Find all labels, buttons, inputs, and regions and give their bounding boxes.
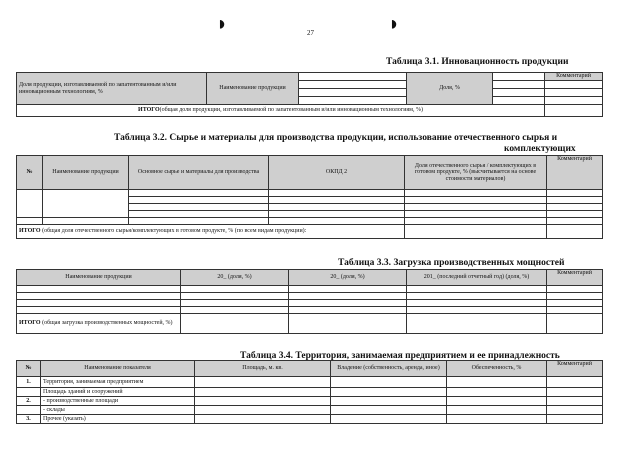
- cell[interactable]: [407, 286, 547, 293]
- cell[interactable]: [547, 307, 603, 314]
- total-label: ИТОГО: [19, 228, 41, 235]
- cell[interactable]: [289, 307, 407, 314]
- row-num: [17, 406, 41, 415]
- col-name-header: Наименование продукции: [17, 270, 181, 286]
- cell[interactable]: [299, 81, 407, 89]
- total-label: ИТОГО: [138, 107, 160, 114]
- cell[interactable]: [405, 197, 547, 204]
- row-name: Прочее (указать): [41, 415, 195, 424]
- total-desc: (общая доля продукции, изготавливаемой по запатентованным и/или инновационным технологиям, %): [159, 107, 423, 114]
- row-name: Площадь зданий и сооружений: [41, 388, 195, 397]
- cell[interactable]: [181, 314, 289, 334]
- cell[interactable]: [129, 197, 269, 204]
- cell[interactable]: [181, 293, 289, 300]
- cell[interactable]: [547, 300, 603, 307]
- comment-header: Комментарий: [545, 73, 603, 81]
- cell[interactable]: [405, 190, 547, 197]
- row-name: - склады: [41, 406, 195, 415]
- cell[interactable]: [547, 197, 603, 204]
- table-3-3: [16, 269, 603, 334]
- col-supply-header: Обеспеченность, %: [447, 361, 547, 377]
- cell[interactable]: [447, 397, 547, 406]
- crescent-mark-right: ◗: [388, 13, 401, 35]
- table-3-4-title: Таблица 3.4. Территория, занимаемая предприятием и ее принадлежность: [240, 351, 560, 361]
- total-comment-cell[interactable]: [545, 105, 603, 117]
- col-raw-header: Основное сырье и материалы для производства: [129, 156, 269, 190]
- cell[interactable]: [547, 293, 603, 300]
- row-num: 3.: [17, 415, 41, 424]
- cell[interactable]: [447, 415, 547, 424]
- row-num: 2.: [17, 397, 41, 406]
- cell[interactable]: [289, 293, 407, 300]
- col-comment-header: Комментарий: [547, 361, 603, 377]
- cell[interactable]: [407, 293, 547, 300]
- share-label-cell: Доля продукции, изготавливаемой по запатентованным и/или инновационным технологиям, %: [17, 73, 207, 105]
- cell[interactable]: [547, 406, 603, 415]
- cell[interactable]: [493, 73, 545, 81]
- table-row: [17, 406, 603, 415]
- cell[interactable]: [545, 89, 603, 97]
- cell[interactable]: [405, 218, 547, 225]
- total-row: [17, 314, 181, 334]
- col-num-header: №: [17, 361, 41, 377]
- col-area-header: Площадь, м. кв.: [195, 361, 331, 377]
- col-year2-header: 20_ (доля, %): [289, 270, 407, 286]
- cell[interactable]: [269, 218, 405, 225]
- cell[interactable]: [195, 388, 331, 397]
- cell[interactable]: [269, 211, 405, 218]
- table-3-2-title-cont: комплектующих: [504, 144, 576, 154]
- col-comment-header: Комментарий: [547, 270, 603, 286]
- cell[interactable]: [289, 300, 407, 307]
- product-name-header: Наименование продукции: [207, 73, 299, 105]
- row-name: - производственные площади: [41, 397, 195, 406]
- total-desc: (общая загрузка производственных мощностей, %): [42, 320, 173, 327]
- cell[interactable]: [547, 314, 603, 334]
- col-okpd-header: ОКПД 2: [269, 156, 405, 190]
- cell[interactable]: [405, 211, 547, 218]
- cell[interactable]: [289, 286, 407, 293]
- page-number: 27: [307, 29, 314, 37]
- cell[interactable]: [547, 211, 603, 218]
- col-owner-header: Владение (собственность, аренда, иное): [331, 361, 447, 377]
- table-3-2: [16, 155, 603, 239]
- cell[interactable]: [43, 218, 129, 225]
- cell[interactable]: [493, 97, 545, 105]
- total-comment-cell[interactable]: [547, 225, 603, 239]
- col-year3-header: 201_ (последний отчетный год) (доля, %): [407, 270, 547, 286]
- cell[interactable]: [547, 190, 603, 197]
- cell[interactable]: [269, 197, 405, 204]
- cell[interactable]: [129, 204, 269, 211]
- cell[interactable]: [447, 377, 547, 388]
- cell[interactable]: [545, 97, 603, 105]
- table-row: [17, 397, 603, 406]
- table-row: [17, 377, 603, 388]
- cell[interactable]: [547, 388, 603, 397]
- share-col-header: Доля, %: [407, 73, 493, 105]
- col-share-header: Доля отечественного сырья / комплектующих в готовом продукте, % (высчитывается на основе стоимости материалов): [405, 156, 547, 190]
- cell[interactable]: [407, 300, 547, 307]
- total-value-cell[interactable]: [405, 225, 547, 239]
- cell[interactable]: [407, 314, 547, 334]
- cell[interactable]: [17, 293, 181, 300]
- col-comment-header: Комментарий: [547, 156, 603, 190]
- cell[interactable]: [181, 300, 289, 307]
- table-3-1: [16, 72, 603, 117]
- cell[interactable]: [447, 406, 547, 415]
- cell[interactable]: [17, 286, 181, 293]
- cell[interactable]: [195, 397, 331, 406]
- cell[interactable]: [331, 388, 447, 397]
- cell[interactable]: [407, 307, 547, 314]
- cell[interactable]: [195, 406, 331, 415]
- cell[interactable]: [129, 190, 269, 197]
- cell[interactable]: [43, 190, 129, 218]
- cell[interactable]: [299, 97, 407, 105]
- col-year1-header: 20_ (доля, %): [181, 270, 289, 286]
- cell[interactable]: [181, 307, 289, 314]
- cell[interactable]: [299, 73, 407, 81]
- row-num: [17, 388, 41, 397]
- table-row: [17, 415, 603, 424]
- cell[interactable]: [545, 81, 603, 89]
- row-name: Территория, занимаемая предприятием: [41, 377, 195, 388]
- cell[interactable]: [547, 377, 603, 388]
- cell[interactable]: [547, 204, 603, 211]
- col-name-header: Наименование показателя: [41, 361, 195, 377]
- cell[interactable]: [195, 377, 331, 388]
- row-num: 1.: [17, 377, 41, 388]
- table-3-1-title: Таблица 3.1. Инновационность продукции: [386, 57, 569, 67]
- total-desc: (общая доля отечественного сырья/комплектующих в готовом продукте, % (по всем видам продукции):: [42, 228, 307, 235]
- cell[interactable]: [547, 218, 603, 225]
- total-row: [17, 105, 545, 117]
- cell[interactable]: [447, 388, 547, 397]
- crescent-mark-left: ◗: [216, 13, 229, 35]
- cell[interactable]: [299, 89, 407, 97]
- col-name-header: Наименование продукции: [43, 156, 129, 190]
- cell[interactable]: [493, 89, 545, 97]
- cell[interactable]: [17, 300, 181, 307]
- cell[interactable]: [17, 218, 43, 225]
- cell[interactable]: [331, 406, 447, 415]
- cell[interactable]: [17, 190, 43, 218]
- cell[interactable]: [547, 415, 603, 424]
- cell[interactable]: [547, 286, 603, 293]
- table-3-2-title: Таблица 3.2. Сырье и материалы для производства продукции, использование отечественного сырья и: [114, 133, 558, 143]
- cell[interactable]: [181, 286, 289, 293]
- cell[interactable]: [405, 204, 547, 211]
- cell[interactable]: [331, 415, 447, 424]
- cell[interactable]: [269, 204, 405, 211]
- cell[interactable]: [129, 218, 269, 225]
- total-row: [17, 225, 405, 239]
- cell[interactable]: [195, 415, 331, 424]
- table-row: [17, 388, 603, 397]
- total-label: ИТОГО: [19, 320, 41, 327]
- col-num-header: №: [17, 156, 43, 190]
- cell[interactable]: [331, 377, 447, 388]
- cell[interactable]: [269, 190, 405, 197]
- cell[interactable]: [129, 211, 269, 218]
- table-3-3-title: Таблица 3.3. Загрузка производственных мощностей: [338, 258, 565, 268]
- cell[interactable]: [493, 81, 545, 89]
- cell[interactable]: [331, 397, 447, 406]
- table-3-4: [16, 360, 603, 424]
- cell[interactable]: [17, 307, 181, 314]
- cell[interactable]: [547, 397, 603, 406]
- cell[interactable]: [289, 314, 407, 334]
